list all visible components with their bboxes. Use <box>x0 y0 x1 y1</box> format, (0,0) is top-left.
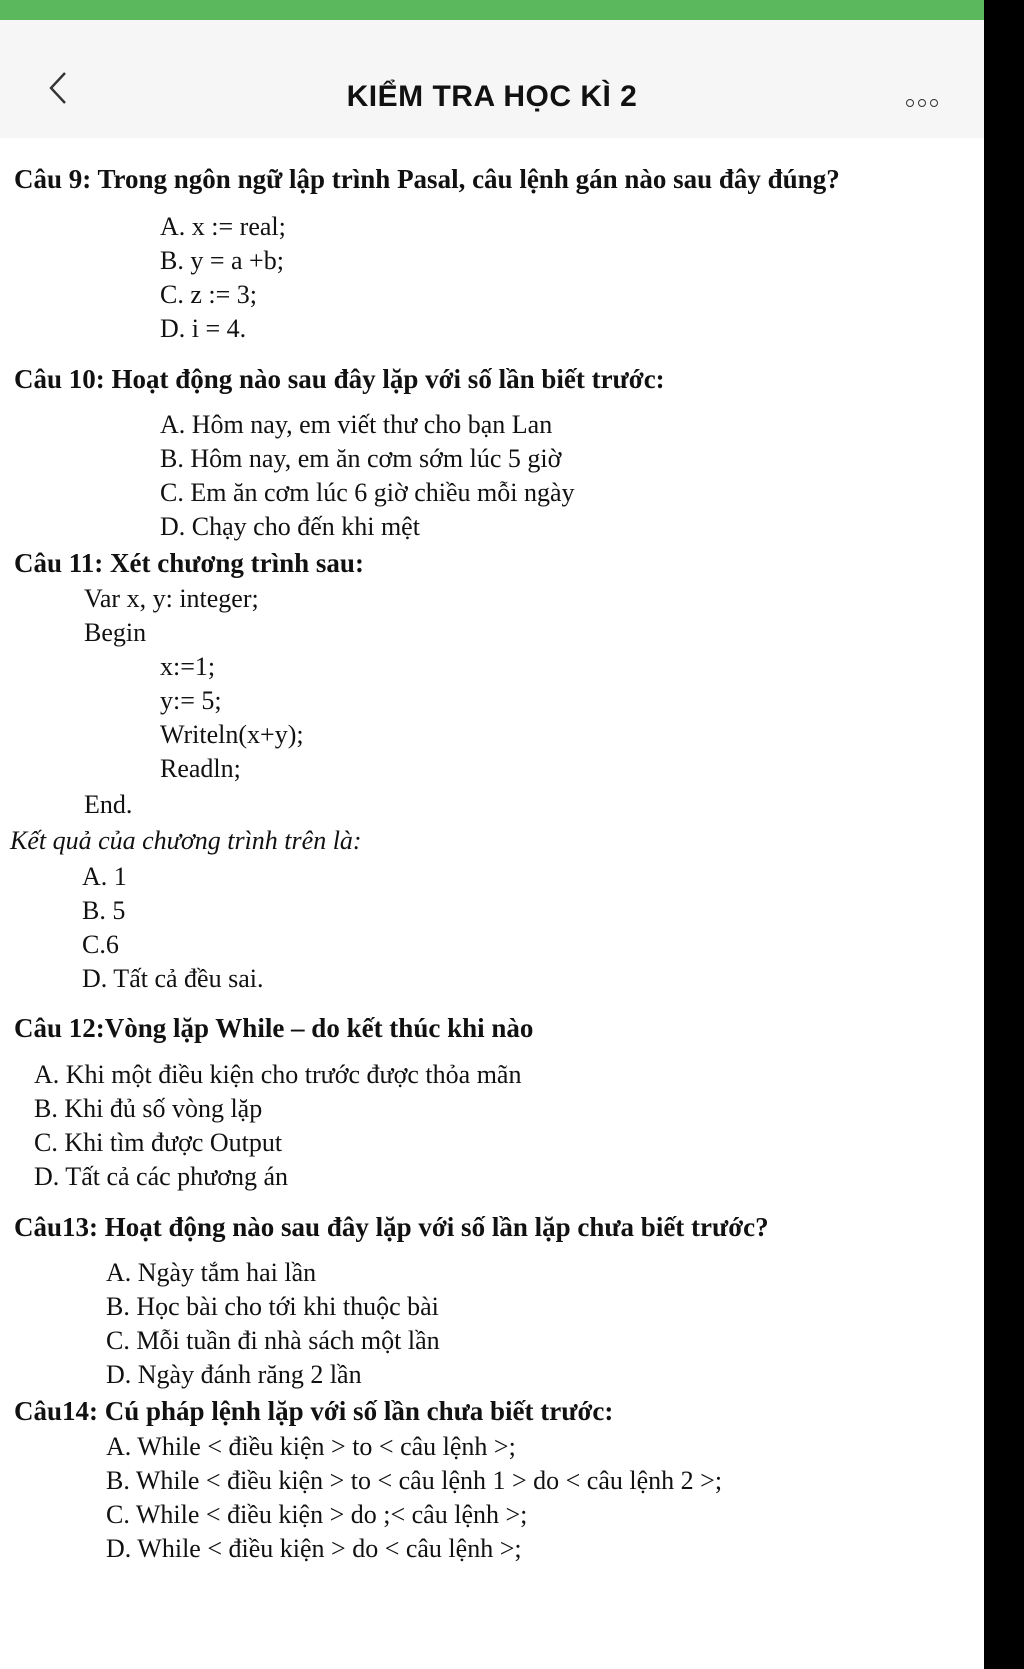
screen-edge <box>984 0 1024 1669</box>
code-line: x:=1; <box>160 652 216 681</box>
question-10: Câu 10: Hoạt động nào sau đây lặp với số lần biết trước: <box>14 364 665 394</box>
question-14: Câu14: Cú pháp lệnh lặp với số lần chưa biết trước: <box>14 1396 614 1426</box>
q10-option-a: A. Hôm nay, em viết thư cho bạn Lan <box>160 410 553 439</box>
code-line: Writeln(x+y); <box>160 720 304 749</box>
status-bar <box>0 0 984 20</box>
code-line: Begin <box>84 618 147 647</box>
app-header <box>0 20 984 138</box>
q12-option-a: A. Khi một điều kiện cho trước được thỏa mãn <box>34 1060 522 1089</box>
q11-option-d: D. Tất cả đều sai. <box>82 964 264 993</box>
q14-option-d: D. While < điều kiện > do < câu lệnh >; <box>106 1534 522 1563</box>
q14-option-a: A. While < điều kiện > to < câu lệnh >; <box>106 1432 516 1461</box>
q9-option-d: D. i = 4. <box>160 314 247 343</box>
dot-icon <box>930 99 938 107</box>
q9-option-a: A. x := real; <box>160 212 286 241</box>
q9-option-c: C. z := 3; <box>160 280 257 309</box>
page-title: KIỂM TRA HỌC KÌ 2 <box>346 80 638 113</box>
code-line: Var x, y: integer; <box>84 584 259 613</box>
q10-option-c: C. Em ăn cơm lúc 6 giờ chiều mỗi ngày <box>160 478 575 507</box>
dot-icon <box>918 99 926 107</box>
q14-option-b: B. While < điều kiện > to < câu lệnh 1 > do < câu lệnh 2 >; <box>106 1466 723 1495</box>
q13-option-b: B. Học bài cho tới khi thuộc bài <box>106 1292 439 1321</box>
code-line: y:= 5; <box>160 686 222 715</box>
question-13: Câu13: Hoạt động nào sau đây lặp với số lần lặp chưa biết trước? <box>14 1212 769 1242</box>
q13-option-d: D. Ngày đánh răng 2 lần <box>106 1360 362 1389</box>
q12-option-c: C. Khi tìm được Output <box>34 1128 283 1157</box>
q9-option-b: B. y = a +b; <box>160 246 284 275</box>
more-options-button[interactable] <box>906 96 946 110</box>
code-line: End. <box>84 790 133 819</box>
q11-option-b: B. 5 <box>82 896 126 925</box>
question-11: Câu 11: Xét chương trình sau: <box>14 548 364 578</box>
question-12: Câu 12:Vòng lặp While – do kết thúc khi nào <box>14 1013 534 1043</box>
q13-option-a: A. Ngày tắm hai lần <box>106 1258 317 1287</box>
q10-option-d: D. Chạy cho đến khi mệt <box>160 512 420 541</box>
q13-option-c: C. Mỗi tuần đi nhà sách một lần <box>106 1326 440 1355</box>
q10-option-b: B. Hôm nay, em ăn cơm sớm lúc 5 giờ <box>160 444 562 473</box>
question-9: Câu 9: Trong ngôn ngữ lập trình Pasal, câu lệnh gán nào sau đây đúng? <box>14 164 840 194</box>
q12-option-b: B. Khi đủ số vòng lặp <box>34 1094 263 1123</box>
q12-option-d: D. Tất cả các phương án <box>34 1162 289 1191</box>
q11-prompt: Kết quả của chương trình trên là: <box>10 826 362 855</box>
code-line: Readln; <box>160 754 241 783</box>
q11-option-a: A. 1 <box>82 862 127 891</box>
q14-option-c: C. While < điều kiện > do ;< câu lệnh >; <box>106 1500 528 1529</box>
dot-icon <box>906 99 914 107</box>
q11-option-c: C.6 <box>82 930 119 959</box>
